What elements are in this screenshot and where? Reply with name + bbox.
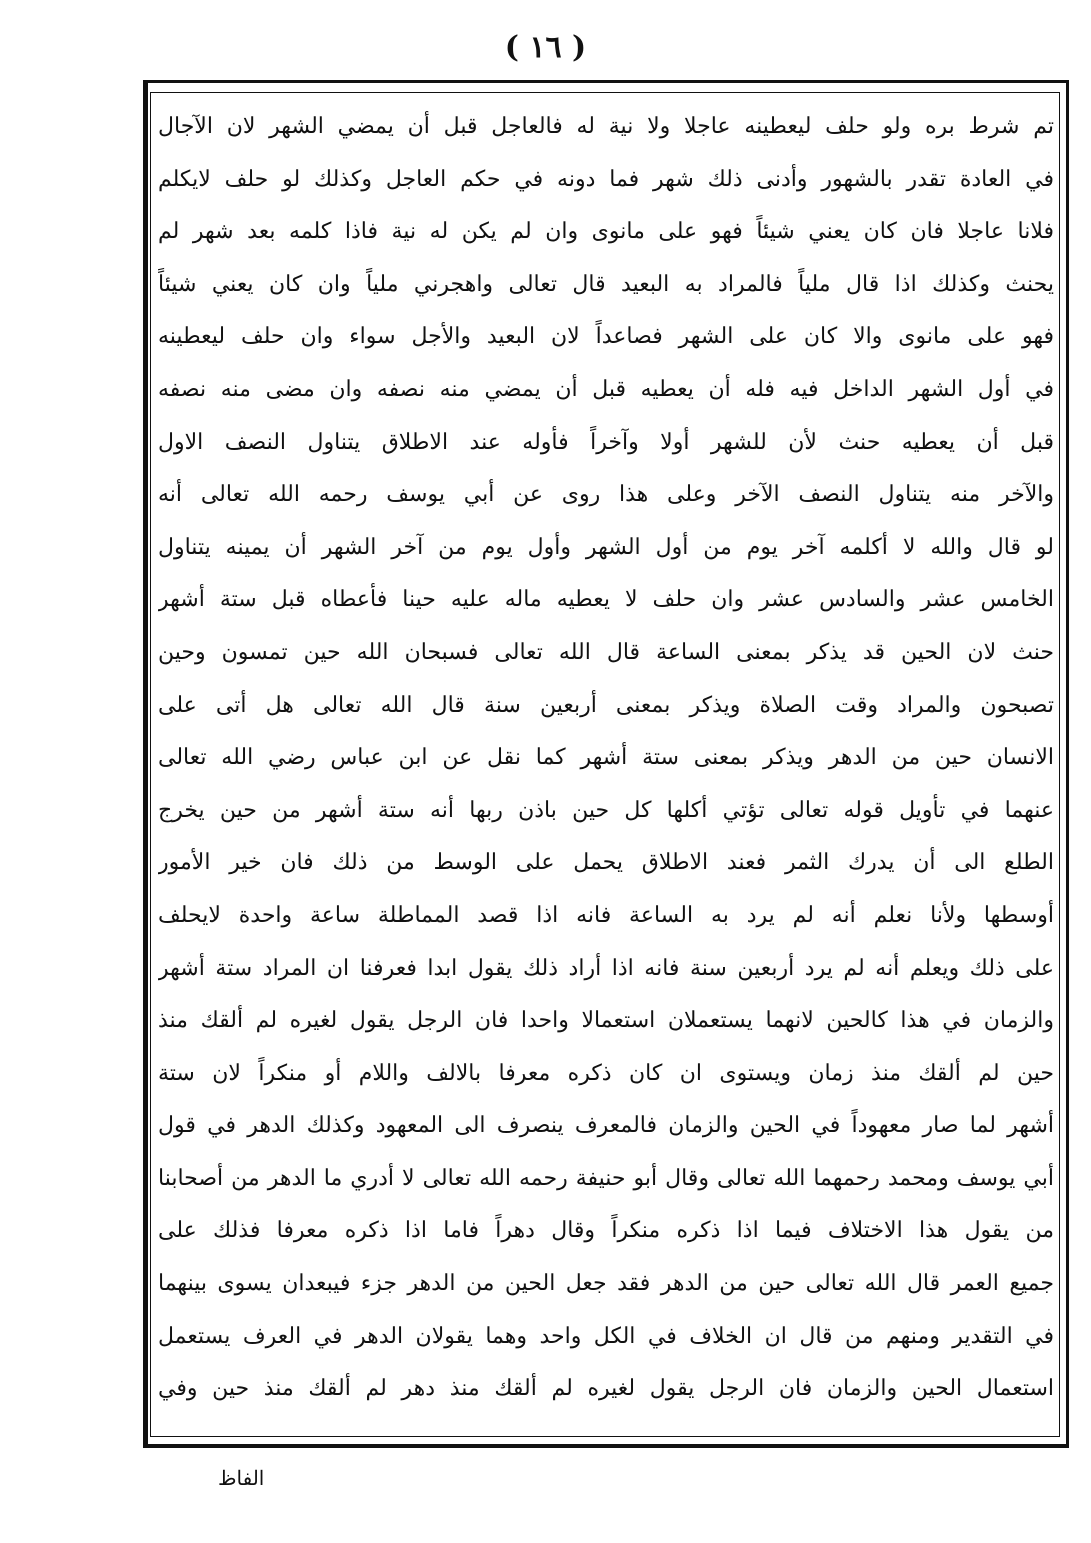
text-line: الانسان حين من الدهر ويذكر بمعنى ستة أشهر كما نقل عن ابن عباس رضي الله تعالى <box>158 745 1054 771</box>
text-line: تصبحون والمراد وقت الصلاة ويذكر بمعنى أربعين سنة قال الله تعالى هل أتى على <box>158 692 1054 718</box>
text-line: قبل أن يعطيه حنث لأن للشهر أولا وآخراً فأوله عند الاطلاق يتناول النصف الاول <box>158 429 1054 455</box>
text-line: جميع العمر قال الله تعالى حين من الدهر فقد جعل الحين من الدهر جزء فيبعدان يسوى بينهما <box>158 1271 1054 1297</box>
text-line: يحنث وكذلك اذا قال ملياً فالمراد به البعيد قال تعالى واهجرني ملياً وان كان يعني شيئاً <box>158 271 1054 297</box>
text-line: والآخر منه يتناول النصف الآخر وعلى هذا روى عن أبي يوسف رحمه الله تعالى أنه <box>158 482 1054 508</box>
text-line: استعمال الحين والزمان فان الرجل يقول لغيره لم ألقك منذ دهر لم ألقك منذ حين وفي <box>158 1376 1054 1402</box>
text-line: أوسطها ولأنا نعلم أنه لم يرد به الساعة فانه اذا قصد المماطلة ساعة واحدة لايحلف <box>158 902 1054 928</box>
text-line: أبي يوسف ومحمد رحمهما الله تعالى وقال أبو حنيفة رحمه الله تعالى لا أدري ما الدهر من أصحابنا <box>158 1165 1054 1191</box>
catchword: الفاظ <box>218 1466 265 1490</box>
text-line: حنث لان الحين قد يذكر بمعنى الساعة قال الله تعالى فسبحان الله حين تمسون وحين <box>158 639 1054 665</box>
text-line: على ذلك ويعلم أنه لم يرد أربعين سنة فانه اذا أراد ذلك يقول ابدا فعرفنا ان المراد ستة أشهر <box>158 955 1054 981</box>
text-line: الخامس عشر والسادس عشر وان حلف لا يعطيه ماله عليه حينا فأعطاه قبل ستة أشهر <box>158 587 1054 613</box>
text-line: تم شرط بره ولو حلف ليعطينه عاجلا ولا نية له فالعاجل قبل أن يمضي الشهر لان الآجال <box>158 114 1054 139</box>
text-line: والزمان في هذا كالحين لانهما يستعملان استعمالا واحدا فان الرجل يقول لغيره لم ألقك منذ <box>158 1008 1054 1034</box>
text-line: في أول الشهر الداخل فيه فله أن يعطيه قبل أن يمضي منه نصفه وان مضى منه نصفه <box>158 376 1054 402</box>
text-line: من يقول هذا الاختلاف فيما اذا ذكره منكراً وقال دهراً فاما اذا ذكره معرفا فذلك على <box>158 1218 1054 1244</box>
body-text <box>158 101 1054 1416</box>
text-line: في العادة تقدر بالشهور وأدنى ذلك شهر فما دونه في حكم العاجل وكذلك لو حلف لايكلم <box>158 166 1054 192</box>
text-line: حين لم ألقك منذ زمان ويستوى ان كان ذكره معرفا بالالف واللام أو منكراً لان ستة <box>158 1060 1054 1086</box>
text-line: فلانا عاجلا فان كان يعني شيئاً فهو على مانوى وان لم يكن له نية فاذا كلمه بعد شهر لم <box>158 219 1054 245</box>
text-line: في التقدير ومنهم من قال ان الخلاف في الكل واحد وهما يقولان الدهر في العرف يستعمل <box>158 1323 1054 1349</box>
text-line: لو قال والله لا أكلمه آخر يوم من أول الشهر وأول يوم من آخر الشهر أن يمينه يتناول <box>158 534 1054 560</box>
text-line: فهو على مانوى والا كان على الشهر فصاعداً لان البعيد والأجل سواء وان حلف ليعطينه <box>158 324 1054 350</box>
page-number: ( ١٦ ) <box>504 30 587 65</box>
text-line: الطلع الى أن يدرك الثمر فعند الاطلاق يحمل على الوسط من ذلك فان خير الأمور <box>158 850 1054 876</box>
text-line: عنهما في تأويل قوله تعالى تؤتي أكلها كل حين باذن ربها أنه ستة أشهر من حين يخرج <box>158 797 1054 823</box>
text-line: أشهر لما صار معهوداً في الحين والزمان فالمعرف ينصرف الى المعهود وكذلك الدهر في قول <box>158 1113 1054 1139</box>
